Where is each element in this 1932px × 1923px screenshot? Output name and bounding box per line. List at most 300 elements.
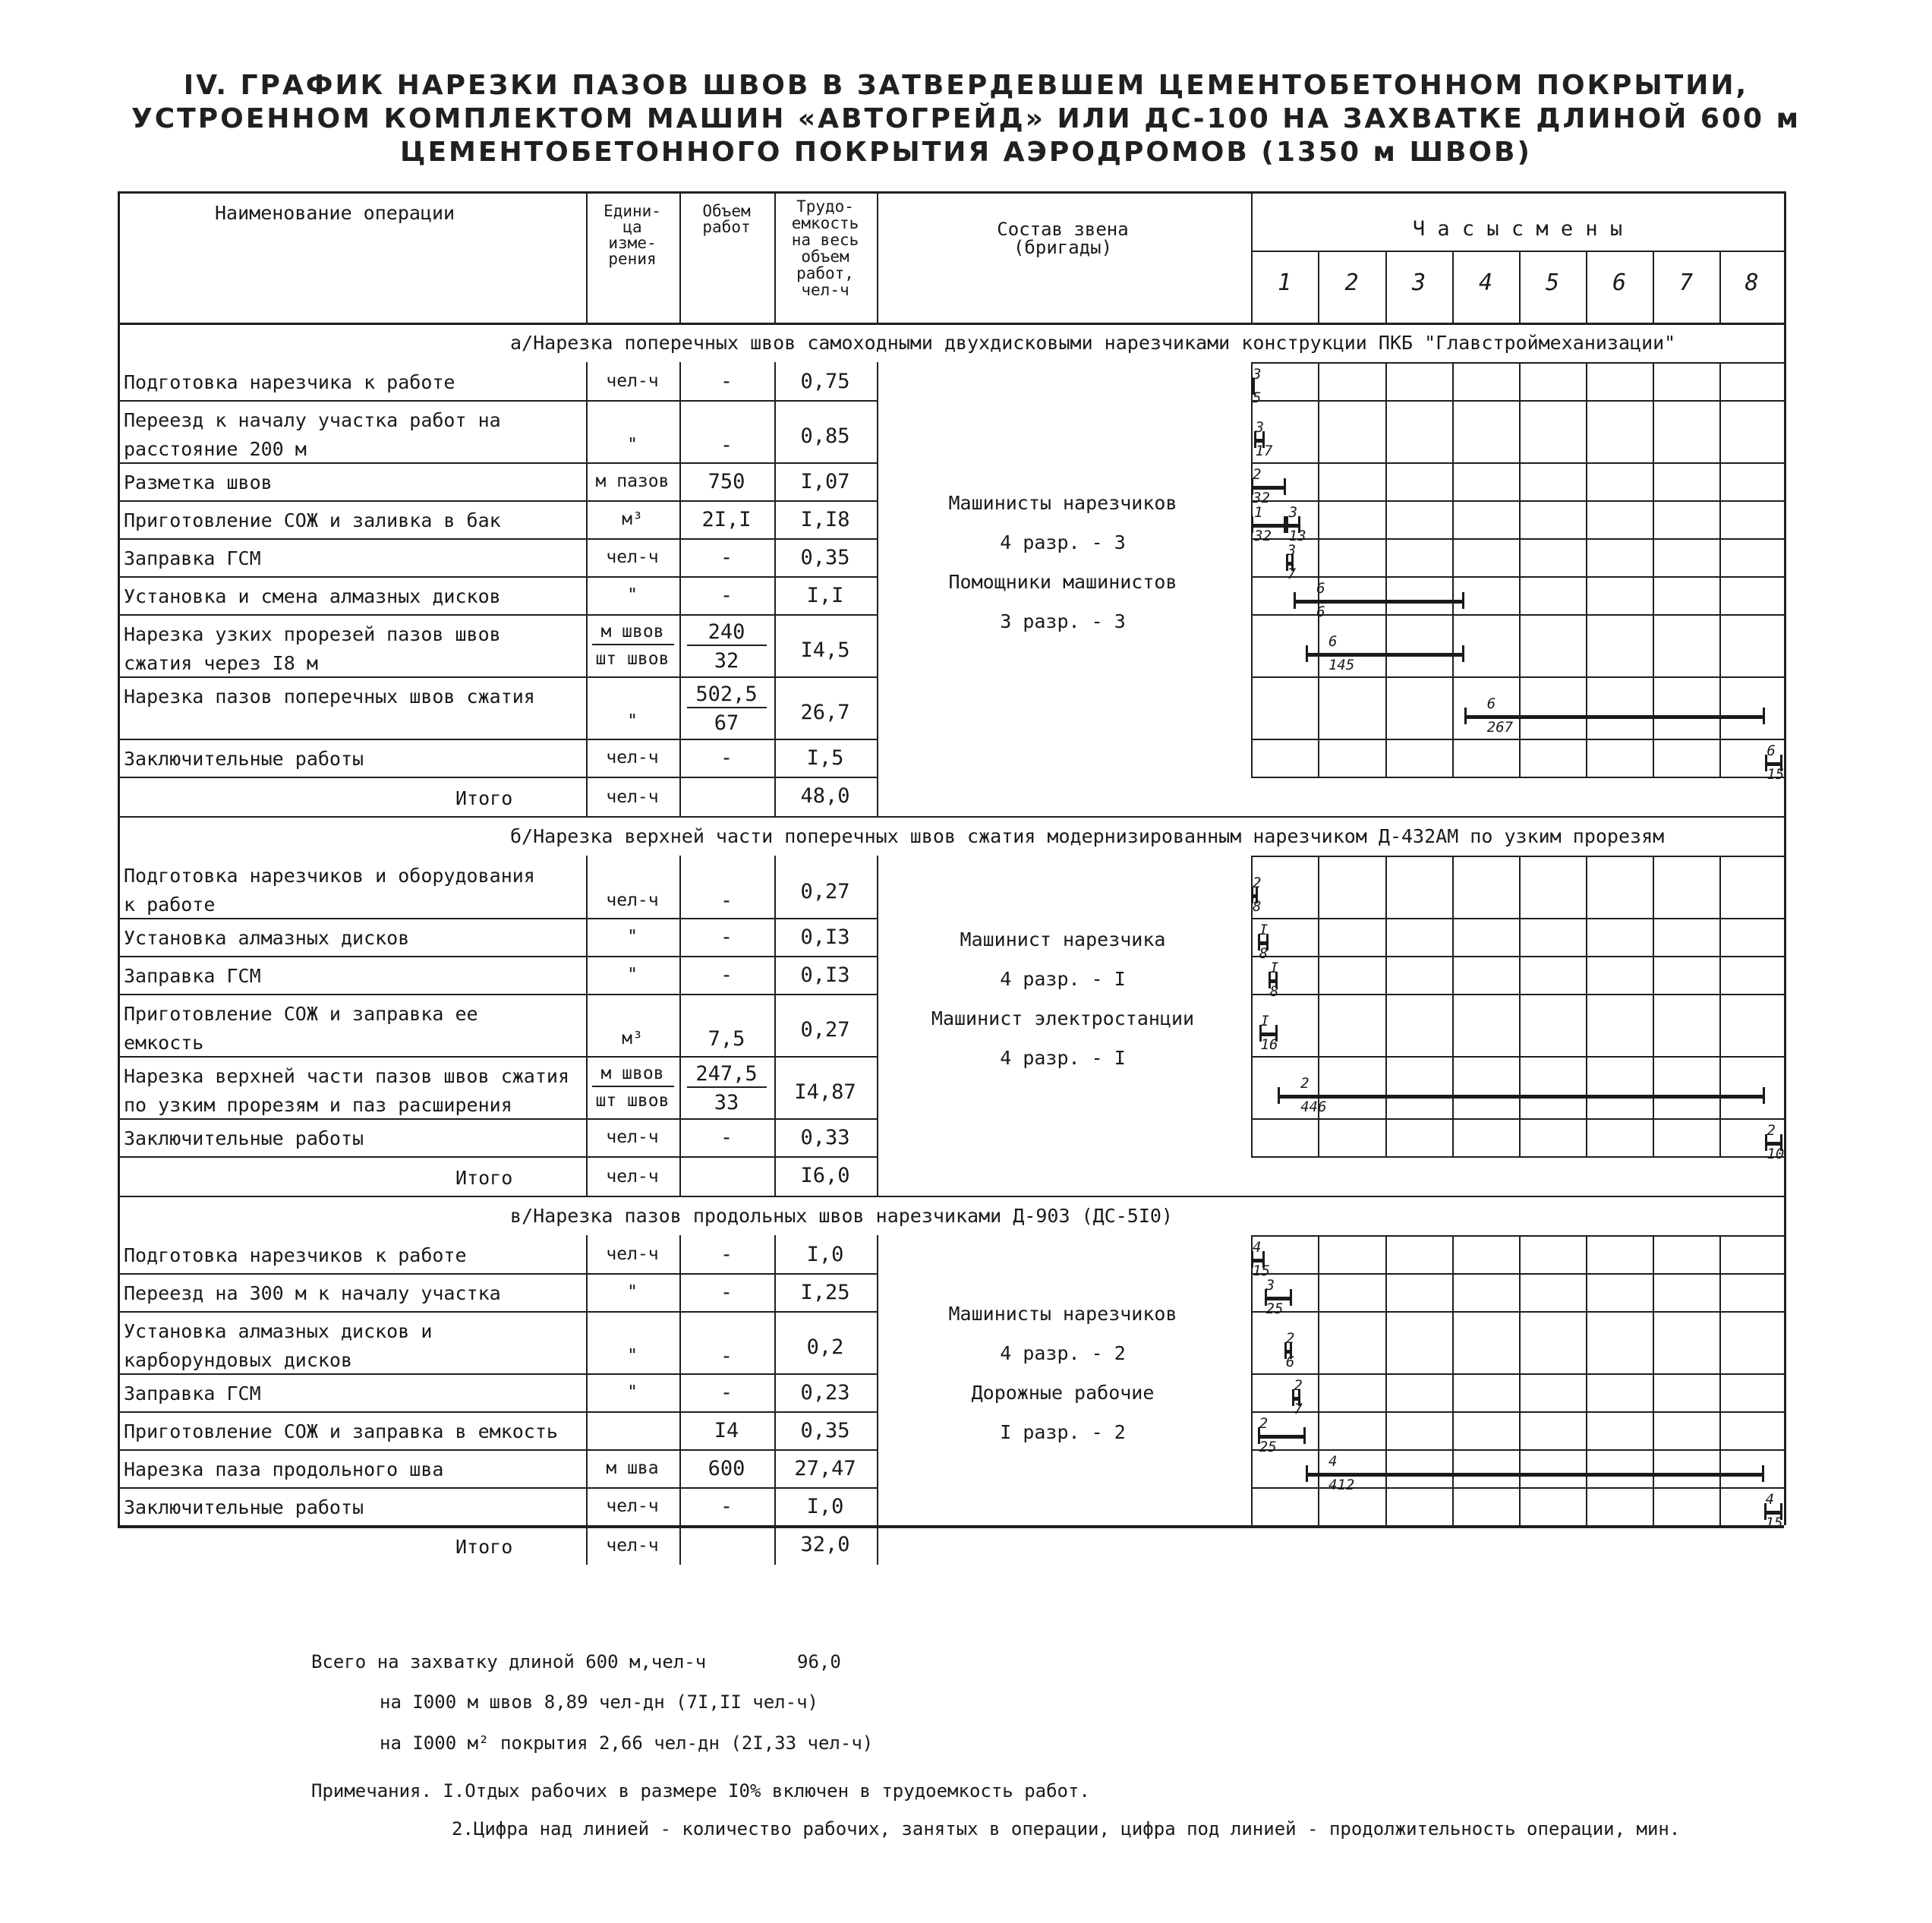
hours-grid-vline (1318, 362, 1319, 777)
section-0-row-1-line (118, 462, 877, 464)
section-0-row-2-hours-line (1251, 500, 1784, 502)
section-2-row-5-name: Нарезка паза продольного шва (124, 1458, 444, 1480)
section-1-row-1-volume: - (720, 925, 733, 949)
section-0-row-3-name: Приготовление СОЖ и заливка в бак (124, 509, 501, 531)
section-2-row-4-hours-line (1251, 1449, 1784, 1451)
section-0-row-7-volume: 502,5 (695, 683, 758, 706)
body-col-divider (679, 362, 681, 816)
section-0-row-6-name: Нарезка узких прорезей пазов швов (124, 623, 501, 645)
section-0-row-5-hours-line (1251, 614, 1784, 616)
body-col-divider (774, 856, 776, 1196)
gantt-section-0-row-0-duration: 5 (1253, 389, 1262, 406)
section-0-row-4-hours-line (1251, 576, 1784, 578)
section-1-row-1-name: Установка алмазных дисков (124, 927, 410, 949)
gantt-section-2-row-1-duration: 25 (1265, 1300, 1284, 1317)
section-1-row-2-name: Заправка ГСМ (124, 965, 261, 987)
gantt-section-0-row-8-workers: 6 (1767, 742, 1776, 759)
gantt-section-2-row-4-bar-end (1303, 1427, 1306, 1444)
gantt-section-1-row-5-duration: 10 (1767, 1146, 1785, 1162)
hours-grid-vline (1519, 1235, 1521, 1525)
gantt-section-0-row-7-duration: 267 (1486, 718, 1514, 736)
summary-per-1000m2: на I000 м² покрытия 2,66 чел-дн (2I,33 чел-ч) (380, 1732, 874, 1754)
hours-col-divider (1519, 251, 1521, 323)
section-1-row-0-unit: чел-ч (606, 891, 659, 910)
section-2-row-0-labor: I,0 (806, 1243, 844, 1266)
section-0-row-0-unit: чел-ч (606, 371, 659, 391)
section-1-row-4-unit: м швов (600, 1064, 664, 1083)
body-col-divider (679, 1235, 681, 1565)
section-1-total-labor: I6,0 (800, 1164, 850, 1187)
section-1-row-1-unit: " (627, 927, 638, 947)
section-0-row-3-unit: м³ (622, 509, 643, 529)
header-col-divider (586, 191, 588, 323)
section-2-row-2-hours-line (1251, 1373, 1784, 1375)
gantt-section-2-row-1-bar-end (1290, 1289, 1292, 1306)
section-2-row-6-volume: - (720, 1495, 733, 1518)
section-1-total-label: Итого (455, 1167, 513, 1189)
header-unit: Едини- (604, 202, 661, 220)
section-2-row-3-line (118, 1411, 877, 1413)
gantt-section-0-row-3-duration: 32 (1254, 528, 1272, 544)
section-2-row-5-unit: м шва (606, 1458, 659, 1478)
gantt-section-2-row-2-workers: 2 (1285, 1329, 1295, 1347)
section-2-row-2-unit: " (627, 1346, 638, 1366)
gantt-section-0-row-5-workers: 6 (1316, 580, 1325, 597)
section-1-row-3-line (118, 1056, 877, 1058)
section-0-row-0-name: Подготовка нарезчика к работе (124, 371, 455, 393)
title-line-2: УСТРОЕННОМ КОМПЛЕКТОМ МАШИН «АВТОГРЕЙД» ИЛИ ДС-100 НА ЗАХВАТКЕ ДЛИНОЙ 600 м (131, 103, 1801, 134)
section-2-crew: I разр. - 2 (1000, 1421, 1126, 1443)
section-0-row-3-hours-line (1251, 538, 1784, 540)
gantt-section-0-row-2-duration: 32 (1253, 490, 1270, 506)
section-0-row-2-labor: I,07 (800, 470, 850, 493)
gantt-section-0-row-5-bar-start (1294, 592, 1296, 609)
table-bottom-border (118, 1525, 1784, 1528)
section-0-row-8-labor: I,5 (806, 746, 844, 770)
gantt-section-0-row-5-bar-end (1462, 592, 1464, 609)
section-1-row-4-unit-divider (592, 1086, 674, 1087)
gantt-section-2-row-6-duration: 15 (1765, 1515, 1783, 1531)
section-0-row-4-volume: - (720, 546, 733, 569)
section-1-row-4-volume: 247,5 (695, 1062, 758, 1086)
section-1-row-5-volume: - (720, 1126, 733, 1149)
hours-grid-vline (1385, 362, 1387, 777)
section-0-row-1-name: Переезд к началу участка работ на (124, 409, 501, 431)
section-1-row-0-volume: - (720, 889, 733, 913)
section-0-row-2-unit: м пазов (595, 471, 670, 491)
section-1-row-3-hours-line (1251, 1056, 1784, 1058)
hours-col-divider (1586, 251, 1587, 323)
gantt-section-0-row-1-workers: 3 (1255, 418, 1264, 436)
hours-grid-vline (1385, 1235, 1387, 1525)
section-0-total-labor: 48,0 (800, 784, 850, 808)
section-0-total-label: Итого (455, 787, 513, 809)
section-2-row-2-volume: - (720, 1345, 733, 1368)
gantt-section-2-row-5-bar-end (1762, 1465, 1764, 1482)
section-2-row-0-line (118, 1273, 877, 1275)
gantt-section-0-row-6-duration: 145 (1328, 656, 1355, 673)
section-1-row-4-volume: 33 (714, 1091, 739, 1114)
gantt-section-1-row-0-workers: 2 (1253, 874, 1262, 891)
section-0-crew: 3 разр. - 3 (1000, 610, 1126, 632)
section-1-row-5-hours-line (1251, 1156, 1784, 1158)
hours-grid-vline (1653, 856, 1654, 1156)
section-0-row-7-hours-line (1251, 739, 1784, 740)
gantt-section-0-row-8-duration: 15 (1767, 766, 1785, 783)
header-operation: Наименование операции (215, 202, 455, 224)
section-1-row-4-line (118, 1118, 877, 1120)
section-0-row-2-line (118, 500, 877, 502)
section-0-row-4-unit: чел-ч (606, 547, 659, 567)
gantt-section-1-row-4-workers: 2 (1300, 1074, 1310, 1092)
header-col-divider (774, 191, 776, 323)
gantt-section-0-row-0-workers: 3 (1253, 366, 1262, 383)
section-1-row-2-unit: " (627, 965, 638, 985)
hours-grid-vline (1385, 856, 1387, 1156)
section-2-crew: Дорожные рабочие (971, 1382, 1155, 1404)
section-0-row-8-line (118, 777, 877, 778)
table-top-border (118, 191, 1784, 194)
section-2-row-0-hours-line (1251, 1273, 1784, 1275)
hours-grid-vline (1586, 856, 1587, 1156)
section-0-row-7-volume: 67 (714, 711, 739, 735)
section-0-row-0-volume: - (720, 370, 733, 393)
section-2-row-1-line (118, 1311, 877, 1313)
gantt-section-0-row-3-bar-start (1251, 516, 1253, 533)
section-0-row-7-labor: 26,7 (800, 701, 850, 724)
hours-left-divider (1251, 362, 1253, 777)
section-0-crew: 4 разр. - 3 (1000, 531, 1126, 553)
gantt-section-1-row-4-bar-end (1763, 1087, 1765, 1104)
section-0-row-6-volume: 240 (708, 620, 745, 644)
gantt-section-2-row-6-workers: 4 (1765, 1491, 1775, 1508)
section-2-total-labor: 32,0 (800, 1533, 850, 1556)
body-col-divider (877, 1235, 878, 1565)
section-2-row-3-unit: " (627, 1382, 638, 1402)
section-0-row-7-line (118, 739, 877, 740)
header-col-divider (679, 191, 681, 323)
gantt-section-2-row-0-duration: 15 (1253, 1263, 1270, 1279)
header-unit: изме- (608, 234, 657, 252)
section-1-row-0-name: Подготовка нарезчиков и оборудования (124, 865, 535, 887)
section-1-row-4-volume-divider (687, 1086, 767, 1088)
section-1-row-5-labor: 0,33 (800, 1126, 850, 1149)
gantt-section-1-row-3-duration: 16 (1260, 1036, 1278, 1053)
header-hour-1: 1 (1277, 270, 1292, 296)
section-1-row-3-name: Приготовление СОЖ и заправка ее (124, 1003, 478, 1025)
section-0-row-2-volume: 750 (708, 470, 745, 493)
section-1-row-5-name: Заключительные работы (124, 1127, 364, 1149)
section-1-row-3-volume: 7,5 (708, 1027, 745, 1051)
header-bottom-border (118, 323, 1784, 325)
gantt-section-2-row-5-bar-start (1306, 1465, 1308, 1482)
gantt-section-0-row-4-workers: 3 (1287, 542, 1297, 559)
gantt-section-1-row-4-bar (1278, 1095, 1765, 1099)
section-2-crew: Машинисты нарезчиков (948, 1303, 1177, 1325)
title-line-3: ЦЕМЕНТОБЕТОННОГО ПОКРЫТИЯ АЭРОДРОМОВ (1350 м ШВОВ) (400, 137, 1532, 168)
section-1-row-5-line (118, 1156, 877, 1158)
gantt-section-1-row-4-duration: 446 (1300, 1098, 1327, 1115)
header-hour-3: 3 (1411, 270, 1426, 296)
gantt-section-0-row-5-duration: 6 (1316, 604, 1325, 620)
summary-total-text: Всего на захватку длиной 600 м,чел-ч (311, 1651, 707, 1672)
section-0-total-unit: чел-ч (606, 787, 659, 807)
header-hour-7: 7 (1678, 270, 1694, 296)
hours-grid-top (1251, 856, 1784, 857)
hours-grid-vline (1452, 856, 1454, 1156)
section-2-crew: 4 разр. - 2 (1000, 1342, 1126, 1364)
section-2-row-3-labor: 0,23 (800, 1381, 850, 1404)
section-2-total-label: Итого (455, 1536, 513, 1558)
section-0-row-2-name: Разметка швов (124, 471, 273, 493)
header-hours-title: Ч а с ы с м е н ы (1412, 217, 1623, 241)
section-0-row-1-labor: 0,85 (800, 424, 850, 448)
header-hour-2: 2 (1344, 270, 1359, 296)
section-1-row-4-labor: I4,87 (794, 1080, 856, 1104)
section-2-row-3-hours-line (1251, 1411, 1784, 1413)
header-unit: ца (622, 218, 642, 236)
header-crew: (бригады) (1013, 237, 1113, 258)
section-2-row-6-name: Заключительные работы (124, 1496, 364, 1518)
section-0-row-8-name: Заключительные работы (124, 748, 364, 770)
section-1-row-1-hours-line (1251, 956, 1784, 957)
gantt-section-2-row-0-workers: 4 (1253, 1239, 1262, 1256)
gantt-section-0-row-6-bar-end (1462, 645, 1464, 662)
header-labor: емкость (791, 214, 859, 232)
section-1-row-1-line (118, 956, 877, 957)
hours-col-divider (1318, 251, 1319, 323)
section-2-row-4-volume: I4 (714, 1419, 739, 1442)
section-0-row-6-unit: шт швов (595, 649, 670, 669)
body-col-divider (586, 1235, 588, 1565)
section-1-row-4-name: по узким прорезям и паз расширения (124, 1094, 512, 1116)
section-0-bottom (118, 816, 1784, 818)
section-1-crew: 4 разр. - I (1000, 1047, 1126, 1069)
section-0-row-1-volume: - (720, 433, 733, 457)
section-0-row-7-unit: " (627, 711, 638, 731)
section-0-crew: Машинисты нарезчиков (948, 492, 1177, 514)
section-1-title: б/Нарезка верхней части поперечных швов сжатия модернизированным нарезчиком Д-432АМ по узким прорезям (510, 825, 1665, 847)
title-line-1: IV. ГРАФИК НАРЕЗКИ ПАЗОВ ШВОВ В ЗАТВЕРДЕВШЕМ ЦЕМЕНТОБЕТОННОМ ПОКРЫТИИ, (183, 70, 1749, 101)
hours-col-divider (1385, 251, 1387, 323)
gantt-section-2-row-2-duration: 6 (1285, 1353, 1295, 1370)
header-labor: на весь (791, 231, 859, 249)
gantt-section-0-row-7-bar-start (1464, 708, 1467, 724)
note-1: Примечания. I.Отдых рабочих в размере I0% включен в трудоемкость работ. (311, 1780, 1090, 1802)
section-0-row-6-name: сжатия через I8 м (124, 652, 318, 674)
section-0-row-8-hours-line (1251, 777, 1784, 778)
gantt-section-1-row-4-bar-start (1278, 1087, 1280, 1104)
section-2-total-unit: чел-ч (606, 1536, 659, 1556)
gantt-section-1-row-3-workers: I (1260, 1012, 1269, 1029)
note-2: 2.Цифра над линией - количество рабочих, занятых в операции, цифра под линией - продолжительность операции, мин. (452, 1818, 1681, 1839)
header-volume: работ (702, 218, 751, 236)
gantt-section-1-row-1-workers: I (1259, 922, 1269, 938)
header-hour-6: 6 (1612, 270, 1627, 296)
section-0-row-6-unit-divider (592, 644, 674, 645)
section-0-row-0-line (118, 400, 877, 402)
hours-col-divider (1653, 251, 1654, 323)
hours-grid-vline (1719, 856, 1721, 1156)
section-1-row-3-name: емкость (124, 1032, 204, 1054)
gantt-section-1-row-2-duration: 8 (1269, 983, 1279, 1000)
gantt-section-2-row-3-workers: 2 (1294, 1377, 1303, 1394)
gantt-section-0-row-2-bar-end (1284, 478, 1286, 495)
section-1-row-0-labor: 0,27 (800, 880, 850, 903)
hours-grid-vline (1452, 362, 1454, 777)
header-volume: Объем (702, 202, 751, 220)
gantt-section-0-row-6-workers: 6 (1328, 632, 1338, 650)
section-0-row-7-name: Нарезка пазов поперечных швов сжатия (124, 686, 535, 708)
section-0-row-4-line (118, 576, 877, 578)
section-2-row-2-labor: 0,2 (806, 1335, 844, 1359)
section-2-row-1-hours-line (1251, 1311, 1784, 1313)
hours-grid-vline (1586, 1235, 1587, 1525)
section-2-row-1-name: Переезд на 300 м к началу участка (124, 1282, 501, 1304)
gantt-section-2-row-5-workers: 4 (1328, 1453, 1338, 1470)
section-1-crew: Машинист нарезчика (960, 928, 1166, 950)
gantt-section-0-row-7-workers: 6 (1486, 695, 1496, 712)
section-1-row-2-labor: 0,I3 (800, 963, 850, 987)
header-hour-8: 8 (1744, 270, 1759, 296)
section-2-row-2-name: карборундовых дисков (124, 1349, 353, 1371)
section-2-row-0-unit: чел-ч (606, 1244, 659, 1264)
body-col-divider (679, 856, 681, 1196)
section-0-crew: Помощники машинистов (948, 571, 1177, 593)
table-right-border (1784, 191, 1786, 1525)
section-0-row-6-hours-line (1251, 676, 1784, 678)
section-2-row-0-name: Подготовка нарезчиков к работе (124, 1244, 467, 1266)
hours-grid-vline (1519, 856, 1521, 1156)
header-labor: Трудо- (796, 197, 854, 216)
section-0-row-1-unit: " (627, 435, 638, 455)
header-unit: рения (608, 250, 657, 268)
section-0-row-0-hours-line (1251, 400, 1784, 402)
section-2-row-6-labor: I,0 (806, 1495, 844, 1518)
gantt-section-2-row-1-workers: 3 (1265, 1277, 1275, 1294)
gantt-section-0-row-1-duration: 17 (1255, 442, 1273, 459)
body-col-divider (586, 362, 588, 816)
section-0-row-5-name: Установка и смена алмазных дисков (124, 585, 501, 607)
section-2-row-5-line (118, 1487, 877, 1489)
section-1-row-3-labor: 0,27 (800, 1018, 850, 1042)
body-col-divider (877, 856, 878, 1196)
section-2-row-0-volume: - (720, 1243, 733, 1266)
gantt-section-2-row-5-duration: 412 (1328, 1477, 1355, 1493)
section-2-row-4-labor: 0,35 (800, 1419, 850, 1442)
header-crew: Состав звена (997, 219, 1129, 240)
body-col-divider (774, 1235, 776, 1565)
gantt-section-0-row-7-bar-end (1763, 708, 1765, 724)
section-0-row-5-labor: I,I (806, 584, 844, 607)
section-0-title: а/Нарезка поперечных швов самоходными двухдисковыми нарезчиками конструкции ПКБ "Главстроймеханизации" (510, 332, 1676, 354)
section-1-bottom (118, 1196, 1784, 1197)
section-2-row-2-line (118, 1373, 877, 1375)
section-0-row-3-labor: I,I8 (800, 508, 850, 531)
gantt-section-0-row-3-workers: 3 (1288, 504, 1298, 521)
gantt-section-1-row-0-duration: 8 (1253, 897, 1262, 915)
section-1-row-2-volume: - (720, 963, 733, 987)
section-2-row-3-name: Заправка ГСМ (124, 1382, 261, 1404)
section-2-row-3-volume: - (720, 1381, 733, 1404)
summary-total-value: 96,0 (797, 1651, 841, 1672)
hours-grid-vline (1653, 1235, 1654, 1525)
section-1-row-2-hours-line (1251, 994, 1784, 995)
section-0-row-5-volume: - (720, 584, 733, 607)
header-labor: чел-ч (801, 281, 849, 299)
gantt-section-1-row-5-workers: 2 (1767, 1122, 1776, 1139)
section-1-total-unit: чел-ч (606, 1167, 659, 1187)
section-0-row-5-unit: " (627, 585, 638, 605)
section-0-row-8-unit: чел-ч (606, 748, 659, 768)
section-0-row-4-labor: 0,35 (800, 546, 850, 569)
section-0-row-4-name: Заправка ГСМ (124, 547, 261, 569)
section-2-row-2-name: Установка алмазных дисков и (124, 1320, 433, 1342)
header-hour-4: 4 (1478, 270, 1493, 296)
hours-grid-vline (1719, 1235, 1721, 1525)
hours-col-divider (1452, 251, 1454, 323)
section-1-row-0-name: к работе (124, 894, 216, 916)
section-0-row-1-name: расстояние 200 м (124, 438, 307, 460)
gantt-section-2-row-4-workers: 2 (1259, 1415, 1269, 1432)
gantt-section-1-row-1-duration: 8 (1259, 945, 1269, 962)
body-col-divider (774, 362, 776, 816)
section-2-row-1-labor: I,25 (800, 1281, 850, 1304)
section-0-row-0-labor: 0,75 (800, 370, 850, 393)
body-col-divider (877, 362, 878, 816)
section-0-row-3-volume: 2I,I (701, 508, 752, 531)
hours-grid-vline (1318, 1235, 1319, 1525)
hours-col-divider (1719, 251, 1721, 323)
header-col-divider (1251, 191, 1253, 323)
section-1-row-5-unit: чел-ч (606, 1127, 659, 1147)
header-labor: объем (801, 247, 849, 266)
section-1-row-1-labor: 0,I3 (800, 925, 850, 949)
section-0-row-6-volume: 32 (714, 649, 739, 673)
section-1-row-2-line (118, 994, 877, 995)
section-1-row-0-line (118, 918, 877, 919)
section-2-title: в/Нарезка пазов продольных швов нарезчиками Д-903 (ДС-5I0) (510, 1205, 1173, 1227)
section-1-crew: 4 разр. - I (1000, 968, 1126, 990)
header-labor: работ, (796, 264, 854, 282)
gantt-section-0-row-6-bar-start (1306, 645, 1308, 662)
hours-grid-top (1251, 1235, 1784, 1237)
section-0-row-1-hours-line (1251, 462, 1784, 464)
body-col-divider (586, 856, 588, 1196)
section-1-crew: Машинист электростанции (931, 1007, 1195, 1029)
section-2-row-1-unit: " (627, 1282, 638, 1302)
gantt-section-2-row-5-bar (1306, 1473, 1764, 1477)
section-0-row-6-unit: м швов (600, 622, 664, 642)
header-hour-5: 5 (1545, 270, 1560, 296)
section-0-row-6-volume-divider (687, 645, 767, 646)
section-1-row-4-unit: шт швов (595, 1091, 670, 1111)
hours-grid-vline (1452, 1235, 1454, 1525)
hours-header-divider (1251, 251, 1784, 252)
section-2-row-5-labor: 27,47 (794, 1457, 856, 1480)
gantt-section-0-row-4-duration: 7 (1287, 566, 1297, 582)
section-0-row-6-line (118, 676, 877, 678)
section-1-row-4-name: Нарезка верхней части пазов швов сжатия (124, 1065, 569, 1087)
gantt-section-0-row-2-workers: 2 (1253, 466, 1262, 483)
summary-per-1000m: на I000 м швов 8,89 чел-дн (7I,II чел-ч) (380, 1691, 818, 1713)
section-0-row-3-line (118, 538, 877, 540)
section-2-row-4-line (118, 1449, 877, 1451)
section-2-row-1-volume: - (720, 1281, 733, 1304)
gantt-section-1-row-2-workers: I (1269, 960, 1279, 976)
gantt-section-0-row-3-duration: 13 (1288, 528, 1306, 544)
section-1-row-4-hours-line (1251, 1118, 1784, 1120)
